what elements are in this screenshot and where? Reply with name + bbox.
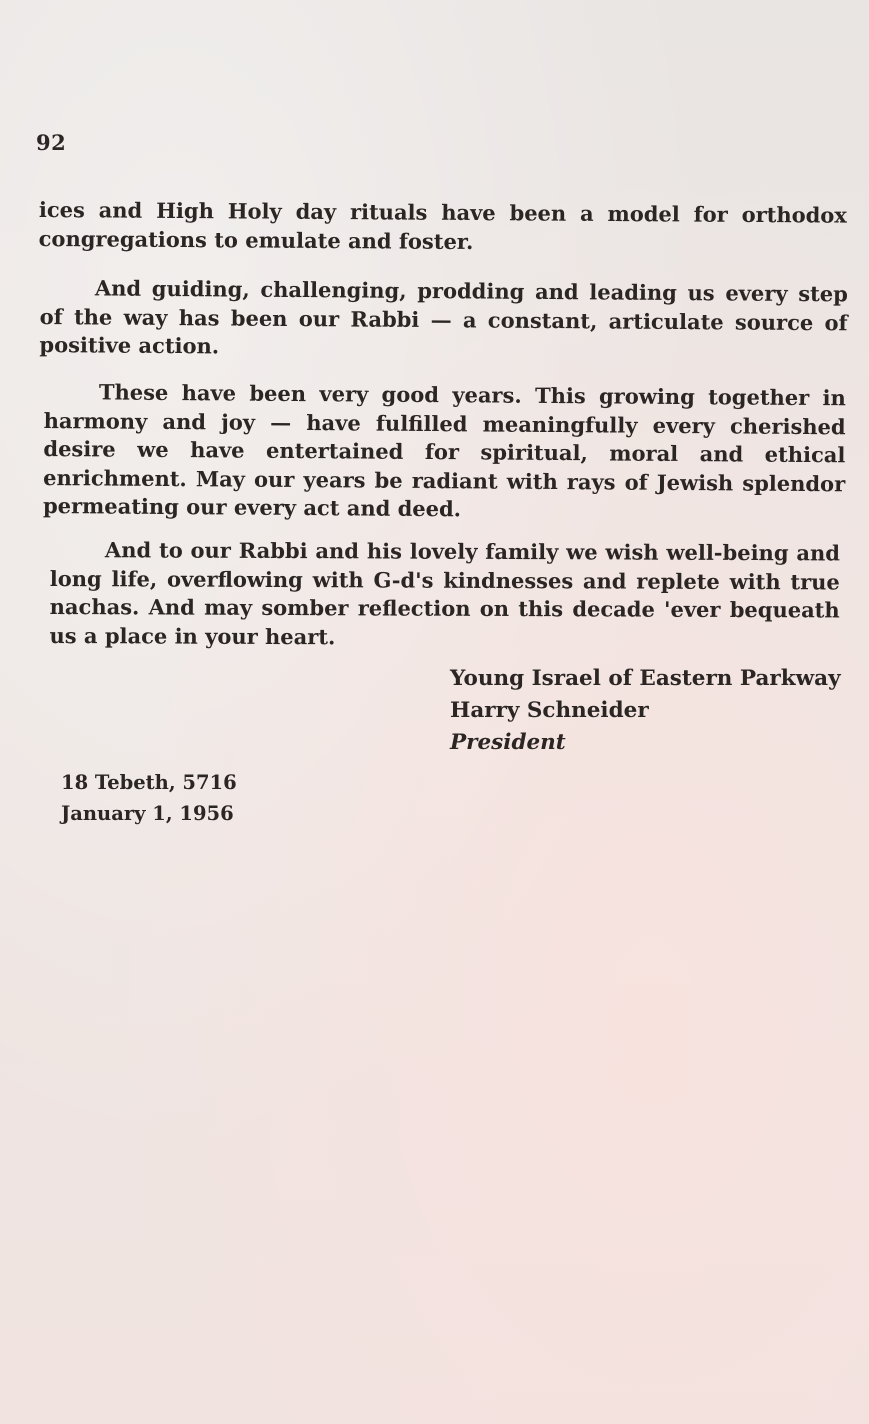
paragraph-wishes: And to our Rabbi and his lovely family we wish well-being and long life, overflowing with G-d's kindnesses and replete with true nachas. And may somber reflection on this decade 'ever bequeath us a place in your heart. (49, 537, 840, 649)
signature-name: Harry Schneider (450, 698, 649, 723)
paragraph-rabbi-guidance: And guiding, challenging, prodding and leading us every step of the way has been our Rabbi — a constant, articulate source of positive action. (39, 275, 848, 359)
paragraph-good-years: These have been very good years. This growing together in harmony and joy — have fulfilled meaningfully every cherished desire we have entertained for spiritual, moral and ethical enrichment. May our years be radiant with rays of Jewish splendor permeating our every act and deed. (42, 379, 846, 522)
gregorian-date: January 1, 1956 (61, 802, 234, 825)
page-number: 92 (36, 130, 67, 155)
signature-organization: Young Israel of Eastern Parkway (450, 666, 841, 691)
dateline (61, 767, 237, 829)
paragraph-continuation: ices and High Holy day rituals have been a model for orthodox congregations to emulate and foster. (38, 196, 847, 254)
signature-title: President (450, 730, 566, 755)
signature-block (450, 663, 860, 759)
hebrew-date: 18 Tebeth, 5716 (61, 771, 237, 794)
